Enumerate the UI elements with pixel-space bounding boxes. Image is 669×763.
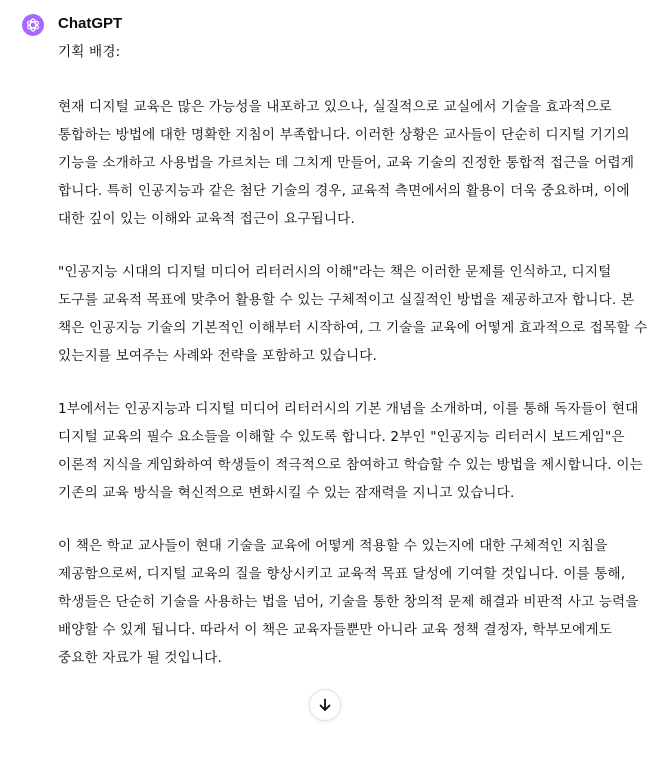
message-paragraph: 기획 배경: [58, 44, 121, 60]
message-paragraph: "인공지능 시대의 디지털 미디어 리터러시의 이해"라는 책은 이러한 문제를 인식하고, 디지털 도구를 교육적 목표에 맞추어 활용할 수 있는 구체적이고 실질적인 방법을 제공하고자 합니다. 본 책은 인공지능 기술의 기본적인 이해부터 시작하여, 그 기술을 교육에 어떻게 효과적으로 접목할 수 있는지를 보여주는 사례와 전략을 포함하고 있습니다. [58, 264, 648, 364]
message-paragraph: 이 책은 학교 교사들이 현대 기술을 교육에 어떻게 적용할 수 있는지에 대한 구체적인 지침을 제공함으로써, 디지털 교육의 질을 향상시키고 교육적 목표 달성에 기여할 것입니다. 이를 통해, 학생들은 단순히 기술을 사용하는 법을 넘어, 기술을 통한 창의적 문제 해결과 비판적 사고 능력을 배양할 수 있게 됩니다. 따라서 이 책은 교육자들뿐만 아니라 교육 정책 결정자, 학부모에게도 중요한 자료가 될 것입니다. [58, 538, 639, 666]
scroll-to-bottom-button[interactable] [309, 689, 341, 721]
chatgpt-avatar [22, 14, 44, 36]
arrow-down-icon [317, 697, 333, 713]
message-paragraph: 현재 디지털 교육은 많은 가능성을 내포하고 있으나, 실질적으로 교실에서 기술을 효과적으로 통합하는 방법에 대한 명확한 지침이 부족합니다. 이러한 상황은 교사들이 단순히 디지털 기기의 기능을 소개하고 사용법을 가르치는 데 그치게 만들어, 교육 기술의 진정한 통합적 접근을 어렵게 합니다. 특히 인공지능과 같은 첨단 기술의 경우, 교육적 측면에서의 활용이 더욱 중요하며, 이에 대한 깊이 있는 이해와 교육적 접근이 요구됩니다. [58, 99, 635, 227]
openai-logo-icon [25, 17, 41, 33]
message-content [58, 38, 654, 697]
message-paragraph: 1부에서는 인공지능과 디지털 미디어 리터러시의 기본 개념을 소개하며, 이를 통해 독자들이 현대 디지털 교육의 필수 요소들을 이해할 수 있도록 합니다. 2부인 "인공지능 리터러시 보드게임"은 이론적 지식을 게임화하여 학생들이 적극적으로 참여하고 학습할 수 있는 방법을 제시합니다. 이는 기존의 교육 방식을 혁신적으로 변화시킬 수 있는 잠재력을 지니고 있습니다. [58, 401, 643, 501]
message-author: ChatGPT [58, 15, 123, 32]
